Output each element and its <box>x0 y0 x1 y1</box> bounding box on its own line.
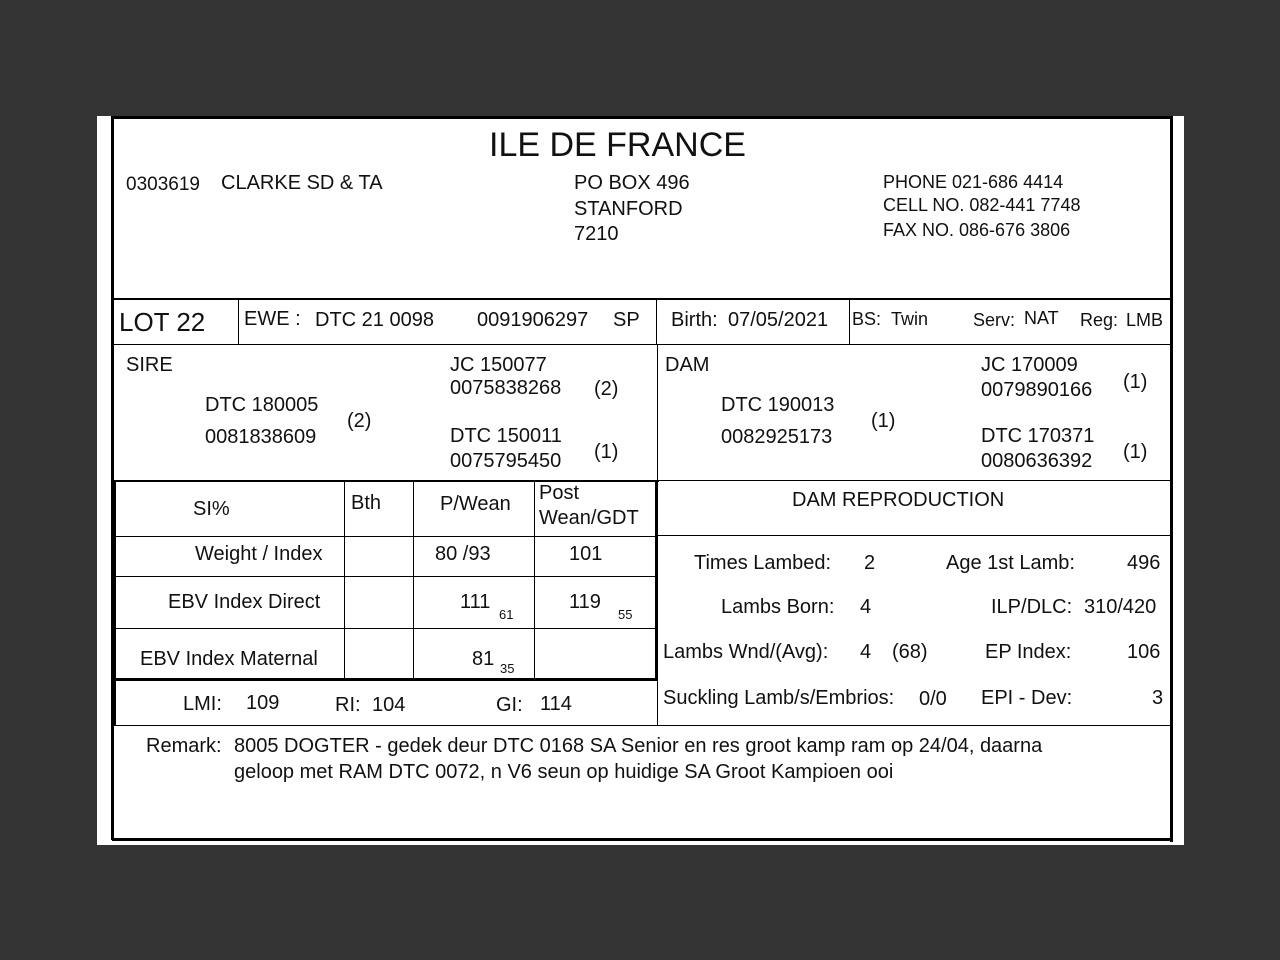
table-row-line-1 <box>114 536 657 537</box>
lambs-born-value: 4 <box>860 596 872 618</box>
lambs-wnd-label: Lambs Wnd/(Avg): <box>663 641 829 663</box>
table-col-line-1 <box>344 481 345 678</box>
sire-label: SIRE <box>126 354 173 376</box>
row-label-direct: EBV Index Direct <box>168 591 321 613</box>
lmi-label: LMI: <box>183 693 222 715</box>
dam-number: 0082925173 <box>721 426 833 448</box>
sire-sire-number: 0075838268 <box>450 377 562 399</box>
suckling-value: 0/0 <box>919 688 947 710</box>
header-pwean: P/Wean <box>440 493 511 515</box>
remark-line-2: geloop met RAM DTC 0072, n V6 seun op huidige SA Groot Kampioen ooi <box>234 761 894 783</box>
lambs-wnd-avg: (68) <box>892 641 928 663</box>
border-right <box>1170 116 1173 842</box>
repro-title: DAM REPRODUCTION <box>792 489 1005 511</box>
address-line-1: PO BOX 496 <box>574 172 690 194</box>
breed-title: ILE DE FRANCE <box>489 126 746 164</box>
dam-sire-number: 0079890166 <box>981 379 1093 401</box>
ewe-id: DTC 21 0098 <box>315 309 434 331</box>
sire-count: (2) <box>347 410 372 432</box>
sire-dam-id: DTC 150011 <box>450 425 562 447</box>
repro-divider-title <box>657 535 1172 536</box>
birth-label: Birth: <box>671 309 718 331</box>
epi-dev-value: 3 <box>1152 687 1164 709</box>
row-direct-pwean-sub: 61 <box>499 607 514 622</box>
age-first-lamb-value: 496 <box>1127 552 1161 574</box>
row-label-weight: Weight / Index <box>195 543 323 565</box>
address-line-3: 7210 <box>574 223 619 245</box>
repro-divider-v <box>657 481 658 726</box>
lot-card <box>97 116 1184 845</box>
lot-number: LOT 22 <box>119 307 206 337</box>
owner-code: 0303619 <box>126 174 200 195</box>
divider-lot-v2 <box>656 298 657 344</box>
bs-label: BS: <box>852 309 882 329</box>
dam-label: DAM <box>665 354 710 376</box>
birth-date: 07/05/2021 <box>728 309 829 331</box>
lmi-value: 109 <box>246 692 280 714</box>
ri-value: 104 <box>372 694 406 716</box>
age-first-lamb-label: Age 1st Lamb: <box>946 552 1075 574</box>
divider-indices <box>114 725 1172 726</box>
dam-sire-id: JC 170009 <box>981 354 1078 376</box>
header-post-line2: Wean/GDT <box>539 507 639 529</box>
address-line-2: STANFORD <box>574 198 683 220</box>
lambs-born-label: Lambs Born: <box>721 596 835 618</box>
lambs-wnd-value: 4 <box>860 641 872 663</box>
ilp-label: ILP/DLC: <box>991 596 1073 618</box>
row-weight-post: 101 <box>569 543 603 565</box>
row-weight-pwean: 80 /93 <box>435 543 491 565</box>
table-row-line-3 <box>114 628 657 629</box>
table-col-line-2 <box>413 481 414 678</box>
divider-pedigree-bottom-right <box>659 480 1172 481</box>
border-left <box>111 116 114 840</box>
serv-label: Serv: <box>973 310 1016 330</box>
dam-count: (1) <box>871 410 896 432</box>
owner-name: CLARKE SD & TA <box>221 172 383 194</box>
remark-line-1: 8005 DOGTER - gedek deur DTC 0168 SA Senior en res groot kamp ram op 24/04, daarna <box>234 735 1043 757</box>
header-post-line1: Post <box>539 482 580 504</box>
row-direct-post: 119 <box>569 591 601 613</box>
serv-value: NAT <box>1024 308 1059 328</box>
sire-id: DTC 180005 <box>205 394 319 416</box>
row-label-maternal: EBV Index Maternal <box>140 648 318 670</box>
divider-lot-v1 <box>238 298 239 344</box>
dam-dam-id: DTC 170371 <box>981 425 1095 447</box>
sire-number: 0081838609 <box>205 426 317 448</box>
border-bottom <box>112 838 1170 841</box>
header-bth: Bth <box>351 492 382 514</box>
cell-number: CELL NO. 082-441 7748 <box>883 195 1081 215</box>
reg-label: Reg: <box>1080 310 1119 330</box>
dam-dam-count: (1) <box>1123 441 1148 463</box>
ewe-flag: SP <box>613 309 640 331</box>
row-direct-pwean: 111 <box>460 591 491 613</box>
reg-value: LMB <box>1126 310 1164 330</box>
row-maternal-pwean: 81 <box>472 648 495 670</box>
ilp-value: 310/420 <box>1084 596 1157 618</box>
table-row-line-4 <box>114 678 657 681</box>
sire-sire-count: (2) <box>594 378 619 400</box>
row-direct-post-sub: 55 <box>618 607 633 622</box>
dam-id: DTC 190013 <box>721 394 835 416</box>
table-row-line-2 <box>114 576 657 577</box>
ri-label: RI: <box>335 694 361 716</box>
times-lambed-value: 2 <box>864 552 876 574</box>
fax-number: FAX NO. 086-676 3806 <box>883 220 1071 240</box>
gi-value: 114 <box>540 693 572 715</box>
header-si: SI% <box>193 498 230 520</box>
table-border-left <box>114 481 116 726</box>
sire-dam-number: 0075795450 <box>450 450 562 472</box>
phone-number: PHONE 021-686 4414 <box>883 172 1064 192</box>
ewe-number: 0091906297 <box>477 309 589 331</box>
gi-label: GI: <box>496 694 523 716</box>
bs-value: Twin <box>891 309 929 329</box>
table-col-line-3 <box>534 481 535 678</box>
border-top <box>112 116 1172 119</box>
times-lambed-label: Times Lambed: <box>694 552 832 574</box>
suckling-label: Suckling Lamb/s/Embrios: <box>663 687 895 709</box>
ep-index-label: EP Index: <box>985 641 1072 663</box>
divider-pedigree-mid <box>657 344 658 481</box>
row-maternal-pwean-sub: 35 <box>500 661 515 676</box>
divider-lot <box>112 344 1172 345</box>
remark-label: Remark: <box>146 735 222 757</box>
dam-dam-number: 0080636392 <box>981 450 1093 472</box>
sire-sire-id: JC 150077 <box>450 354 547 376</box>
divider-header <box>112 298 1172 300</box>
ep-index-value: 106 <box>1127 641 1161 663</box>
epi-dev-label: EPI - Dev: <box>981 687 1073 709</box>
dam-sire-count: (1) <box>1123 371 1148 393</box>
ewe-label: EWE : <box>244 308 301 330</box>
divider-lot-v3 <box>849 298 850 344</box>
sire-dam-count: (1) <box>594 441 619 463</box>
